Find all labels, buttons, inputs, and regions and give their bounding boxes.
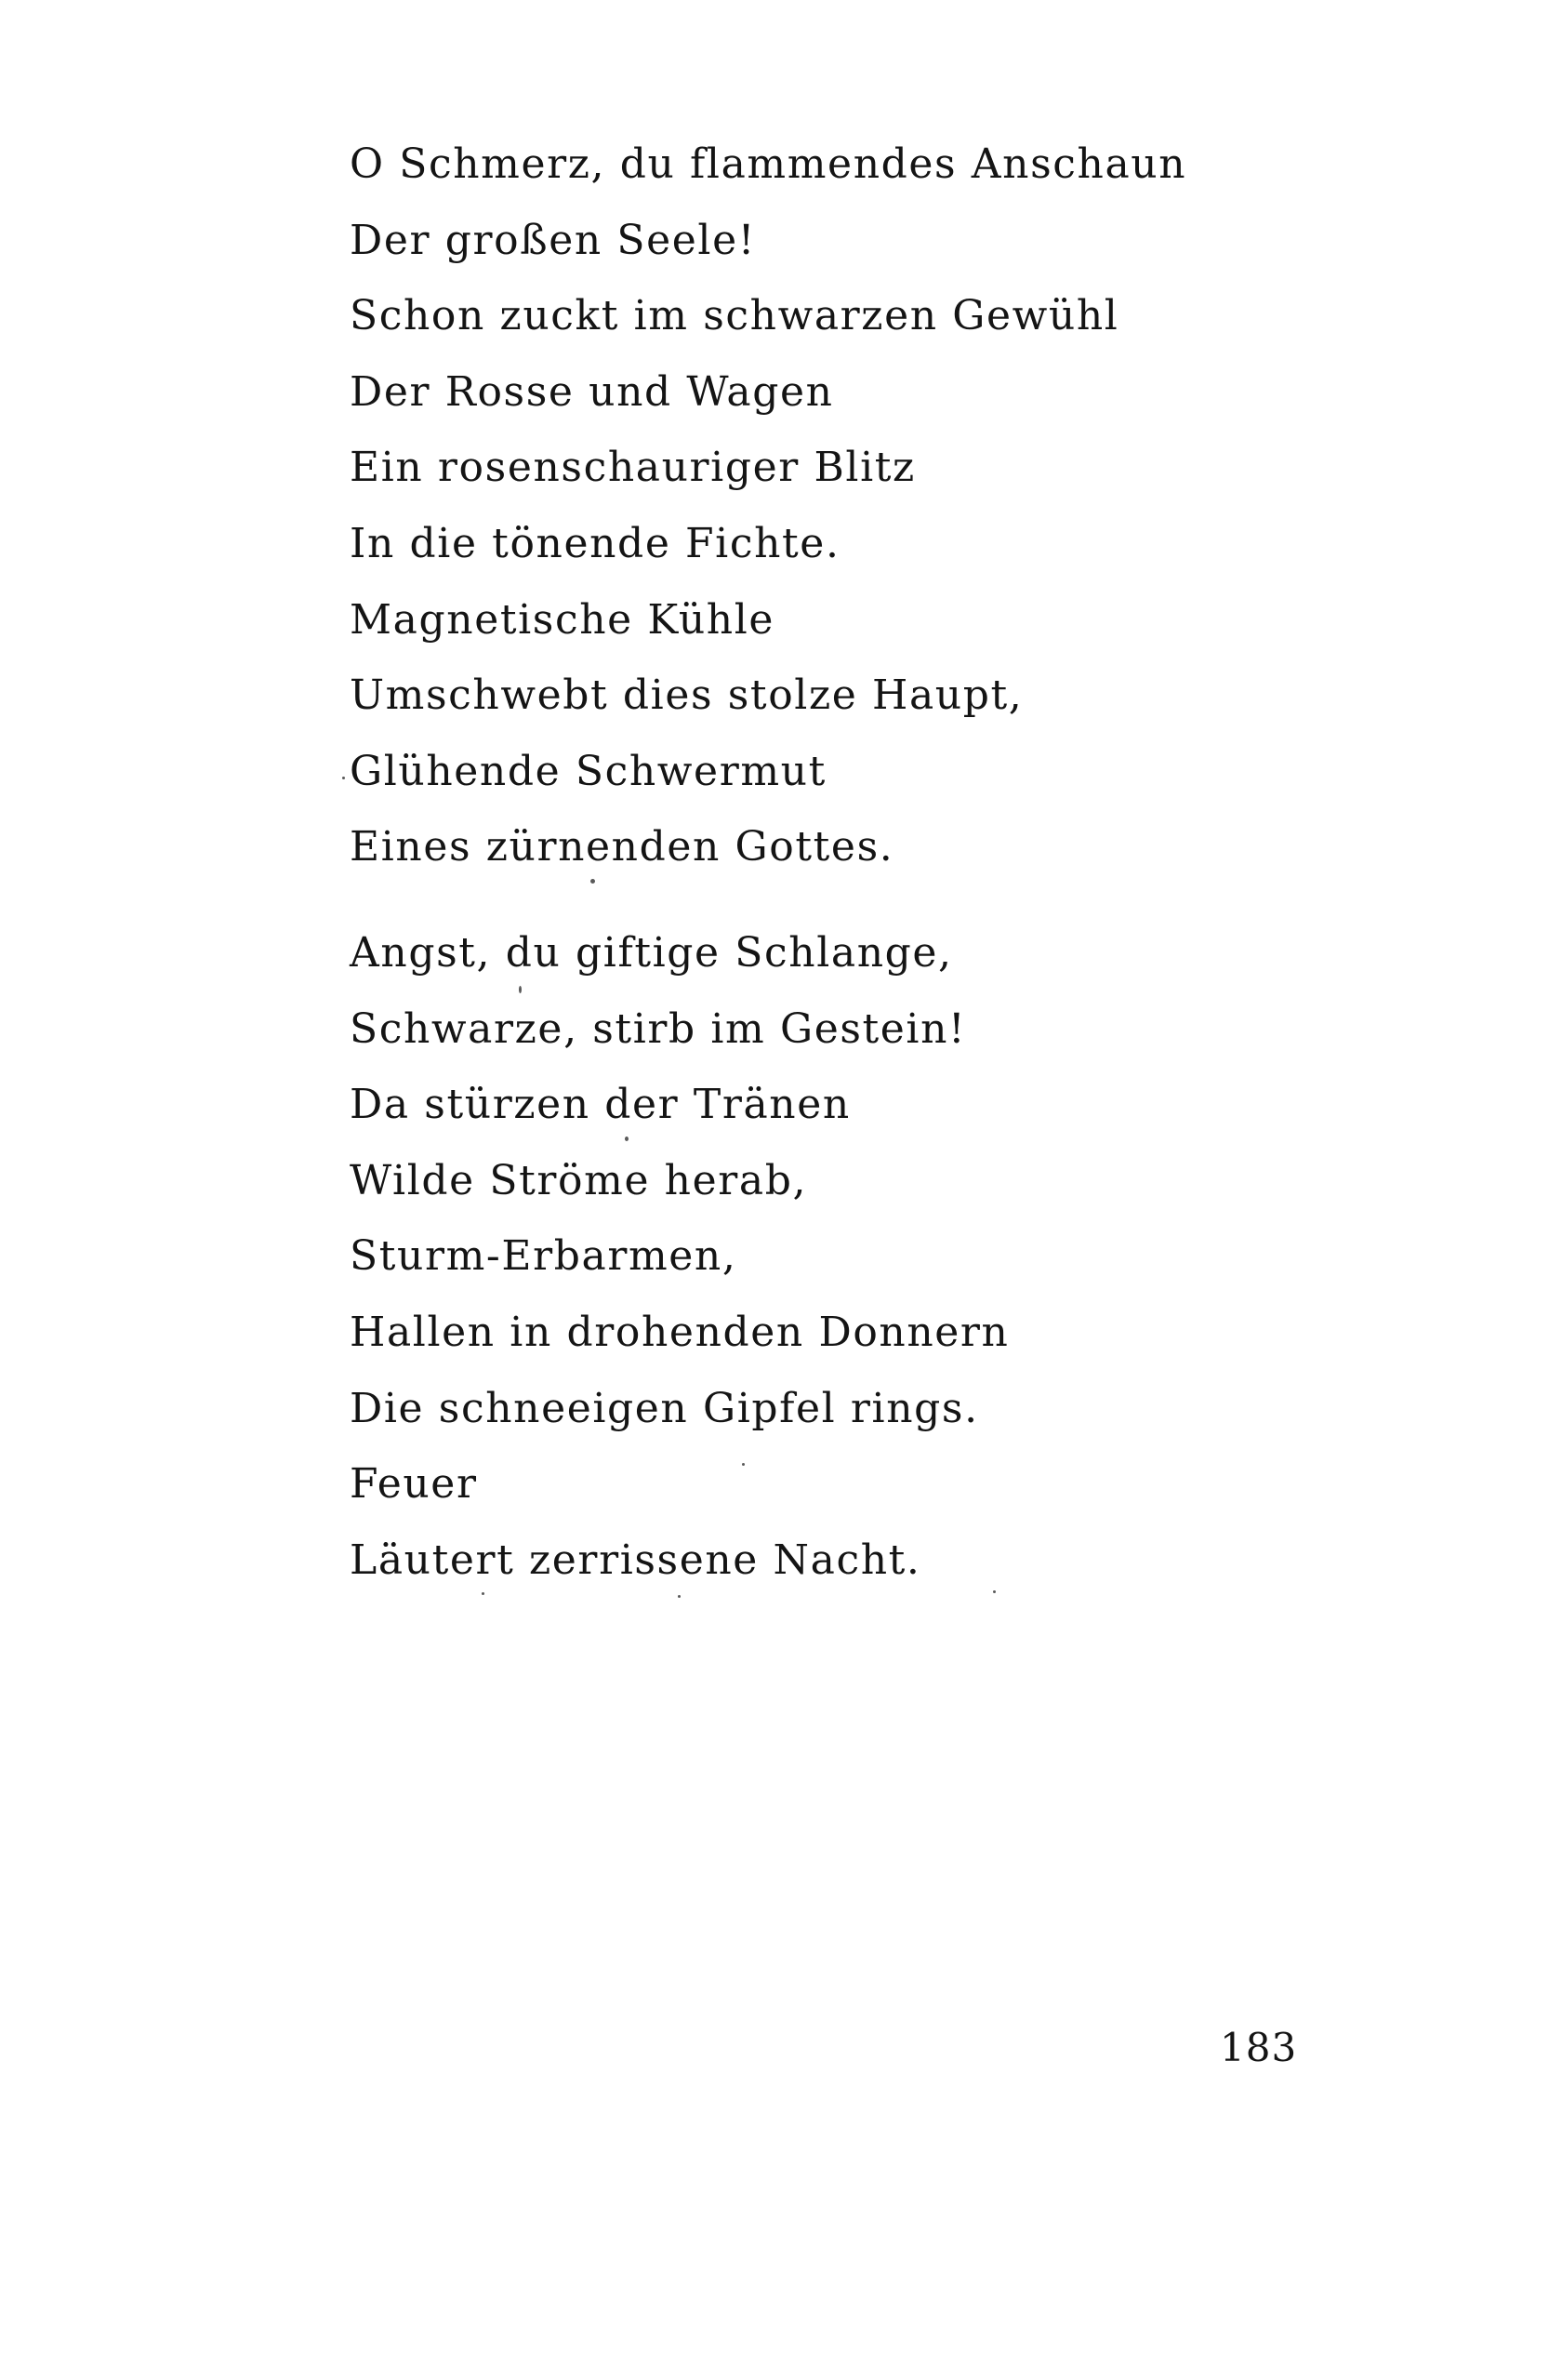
verse-line: O Schmerz, du flammendes Anschaun [350,140,1187,188]
verse-line: Da stürzen der Tränen [350,1081,851,1129]
verse-line: In die tönende Fichte. [350,519,841,567]
scan-speck [678,1595,681,1598]
page-number: 183 [1220,2025,1298,2070]
verse-line: Angst, du giftige Schlange, [350,928,953,977]
verse-line: Magnetische Kühle [350,595,775,644]
verse-line: Ein rosenschauriger Blitz [350,444,916,492]
verse-line: Hallen in drohenden Donnern [350,1308,1010,1356]
verse-line: Umschwebt dies stolze Haupt, [350,671,1024,720]
verse-line: Schwarze, stirb im Gestein! [350,1004,967,1053]
verse-line: Der großen Seele! [350,216,756,264]
verse-line: Feuer [350,1460,478,1509]
verse-line: Glühende Schwermut [350,747,827,795]
poem [350,126,1279,1598]
verse-line: Sturm-Erbarmen, [350,1232,737,1281]
verse-line: Wilde Ströme herab, [350,1156,808,1204]
scan-speck [342,777,345,779]
scan-speck [993,1590,996,1593]
scan-speck [625,1137,629,1141]
stanza-1 [350,126,1279,885]
verse-line: Die schneeigen Gipfel rings. [350,1384,979,1432]
verse-line: Der Rosse und Wagen [350,367,834,416]
verse-line: Schon zuckt im schwarzen Gewühl [350,292,1119,340]
verse-line: Läutert zerrissene Nacht. [350,1536,921,1584]
scan-speck [590,879,595,884]
scan-speck [519,986,522,993]
scan-speck [482,1592,484,1595]
scan-speck [742,1463,745,1466]
stanza-2 [350,915,1279,1598]
verse-line: Eines zürnenden Gottes. [350,823,894,871]
